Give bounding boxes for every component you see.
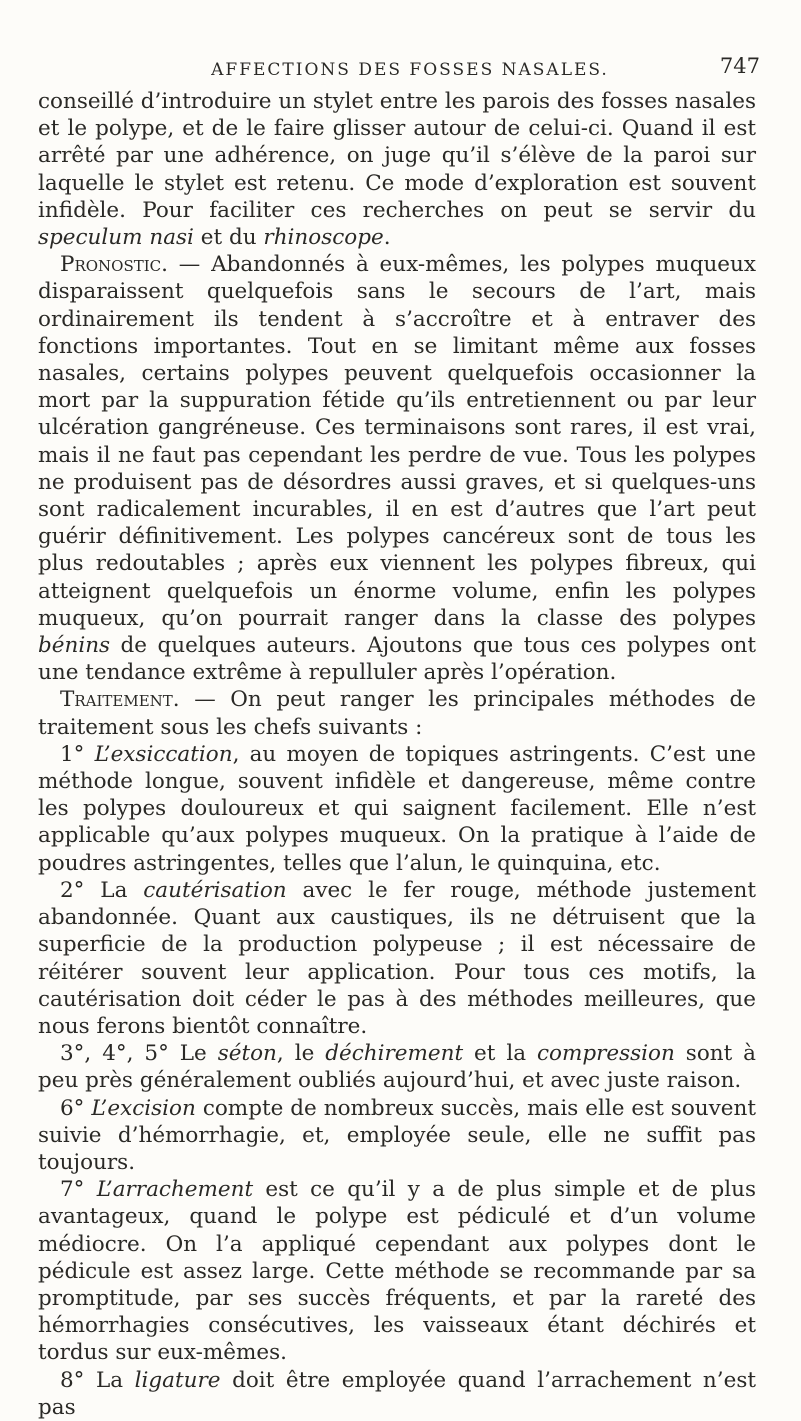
text-run: 1° — [60, 741, 95, 767]
text-run: de quelques auteurs. Ajoutons que tous ces polypes ont une tendance extrême à repulluler après l’opération. — [38, 633, 756, 686]
italic-term: cautérisation — [143, 877, 287, 903]
paragraph-p1 — [38, 88, 756, 251]
text-run: avec le fer rouge, méthode justement abandonnée. Quant aux caustiques, ils ne détruisent que la superficie de la production polypeuse ; il est nécessaire de réitérer souvent leur application. Pour tous ces motifs, la cautérisation doit céder le pas à des méthodes meilleures, que nous ferons bientôt connaître. — [38, 877, 756, 1039]
paragraph-p8 — [38, 1176, 756, 1366]
paragraph-p4 — [38, 741, 756, 877]
running-head — [60, 54, 760, 88]
italic-term: rhinoscope — [263, 225, 384, 251]
paragraph-p7 — [38, 1095, 756, 1177]
text-run: sont à peu près généralement oubliés aujourd’hui, et avec juste raison. — [38, 1041, 757, 1094]
text-run: doit être employée quand l’arrachement n’est pas — [38, 1367, 757, 1420]
italic-term: speculum nasi — [38, 225, 194, 251]
text-run: 3°, 4°, 5° Le — [60, 1041, 218, 1067]
text-run: et la — [463, 1041, 537, 1067]
text-run: compte de nombreux succès, mais elle est souvent suivie d’hémorrhagie, et, employée seule, elle ne suffit pas toujours. — [38, 1095, 756, 1175]
page-number: 747 — [719, 54, 760, 78]
text-run: 2° La — [60, 877, 144, 903]
paragraph-p6 — [38, 1040, 756, 1094]
italic-term: séton — [217, 1041, 277, 1067]
text-run: 7° — [60, 1177, 97, 1203]
text-run: . — Abandonnés à eux-mêmes, les polypes muqueux disparaissent quelquefois sans le secours de l’art, mais ordinairement ils tendent à s’accroître et à entraver des fonctions importantes. Tout en se limitant même aux fosses nasales, certains polypes peuvent quelquefois occasionner la mort par la suppuration fétide qu’ils entretiennent ou par leur ulcération gangréneuse. Ces terminaisons sont rares, il est vrai, mais il ne faut pas cependant les perdre de vue. Tous les polypes ne produisent pas de désordres aussi graves, et si quelques-uns sont radicalement incurables, il en est d’autres que l’art peut guérir définitivement. Les polypes cancéreux sont de tous les plus redoutables ; après eux viennent les polypes fibreux, qui atteignent quelquefois un énorme volume, enfin les polypes muqueux, qu’on pourrait ranger dans la classe des polypes — [38, 252, 756, 631]
paragraph-p9 — [38, 1367, 756, 1421]
text-run: 6° — [60, 1095, 92, 1121]
paragraph-p3 — [38, 686, 756, 740]
text-run: , le — [276, 1041, 326, 1067]
paragraph-p5 — [38, 877, 756, 1040]
italic-term: L’arrachement — [96, 1177, 254, 1203]
text-run: est ce qu’il y a de plus simple et de plus avantageux, quand le polype est pédiculé et d’un volume médiocre. On l’a appliqué cependant aux polypes dont le pédicule est assez large. Cette méthode se recommande par sa promptitude, par ses succès fréquents, et par la rareté des hémorrhagies consécutives, les vaisseaux étant déchirés et tordus sur eux-mêmes. — [38, 1177, 756, 1366]
italic-term: déchirement — [325, 1041, 464, 1067]
body-text — [38, 88, 756, 1421]
paragraph-p2 — [38, 251, 756, 686]
section-heading: Traitement — [60, 687, 173, 713]
text-run: . — On peut ranger les principales méthodes de traitement sous les chefs suivants : — [38, 687, 756, 740]
running-title: AFFECTIONS DES FOSSES NASALES. — [211, 60, 609, 80]
italic-term: L’excision — [91, 1095, 196, 1121]
text-run: et du — [193, 225, 264, 251]
text-run: . — [383, 225, 391, 251]
text-run: , au moyen de topiques astringents. C’est une méthode longue, souvent infidèle et dangereuse, même contre les polypes douloureux et qui saignent facilement. Elle n’est applicable qu’aux polypes muqueux. On la pratique à l’aide de poudres astringentes, telles que l’alun, le quinquina, etc. — [38, 741, 756, 876]
italic-term: bénins — [38, 633, 111, 659]
italic-term: compression — [536, 1041, 675, 1067]
section-heading: Pronostic — [60, 252, 162, 278]
text-run: conseillé d’introduire un stylet entre les parois des fosses nasales et le polype, et de le faire glisser autour de celui-ci. Quand il est arrêté par une adhérence, on juge qu’il s’élève de la paroi sur laquelle le stylet est retenu. Ce mode d’exploration est souvent infidèle. Pour faciliter ces recherches on peut se servir du — [38, 89, 756, 223]
text-run: 8° La — [60, 1367, 135, 1393]
italic-term: ligature — [134, 1367, 221, 1393]
italic-term: L’exsiccation — [94, 741, 233, 767]
